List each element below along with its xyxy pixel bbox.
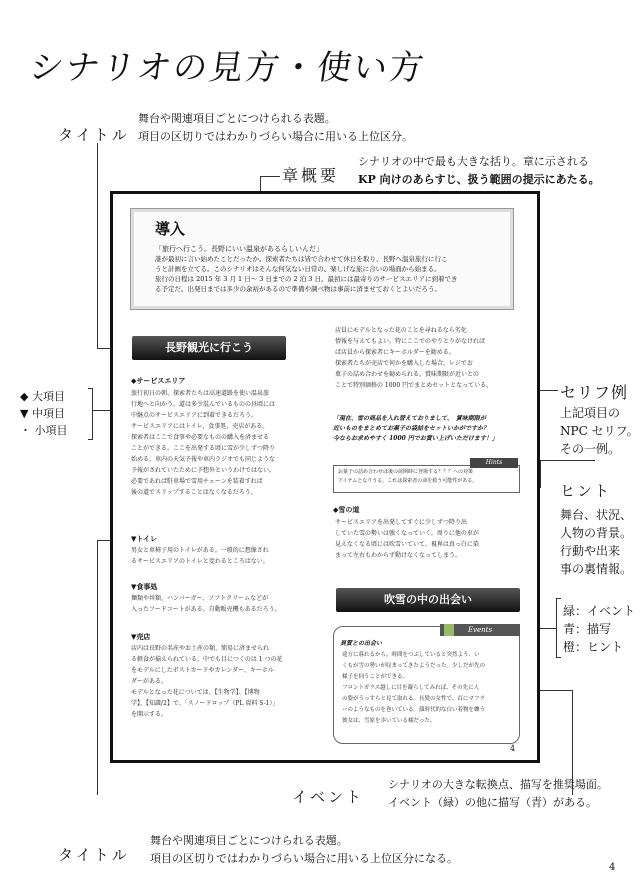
section-text — [131, 388, 321, 498]
chapter-line: 誰が最初に言い始めたことだったか。探索者たちは皆で合わせて休日を取り、長野へ温泉旅行に行こ — [155, 255, 448, 263]
color-legend — [563, 602, 635, 656]
text-line: 彼女は、雪原を歩いている様だった。 — [342, 718, 436, 724]
label-title-bottom: タイトル — [58, 846, 130, 864]
text-line: お菓子の詰め合わせは後の展開時に登場する？？？への対策 — [338, 469, 474, 475]
section-text — [131, 593, 321, 615]
label-hint: ヒント — [560, 482, 612, 500]
color-item: 緑：イベント — [563, 604, 636, 618]
text-line: 学】、【知識/2】で、「スノードロップ（PL 資料 S-1）」 — [131, 700, 279, 707]
label-serif: セリフ例 — [560, 383, 629, 402]
note-serif: 上記項目の NPC セリフ。 その一例。 — [560, 406, 639, 456]
text-line: 男女と車椅子用のトイレがある。一般的に想像され — [131, 547, 269, 554]
label-title-top: タイトル — [58, 126, 130, 144]
leader-line — [540, 460, 541, 488]
text-line: 様子を伺うことができる。 — [342, 674, 409, 680]
text-line: 菓子の詰め合わせを勧められる。賞味期限が近いとの — [335, 371, 480, 378]
text-line: 必要であれば駐車場で雪用チェーンを装着すれば — [131, 478, 263, 485]
brace — [556, 598, 561, 658]
event-text — [342, 650, 517, 727]
section-text — [335, 517, 520, 561]
section-heading: ▼売店 — [131, 632, 151, 641]
chapter-subtitle: 「旅行へ行こう。長野にいい温泉があるらしいんだ」 — [155, 245, 323, 253]
text-line: 探索者はここで食事や必要なものの購入を済ませる — [131, 434, 270, 441]
text-line: していた雪の勢いは強くなっていく。周りに他の車が — [335, 530, 479, 537]
section-text — [131, 643, 321, 720]
color-item: 青：描写 — [563, 622, 612, 636]
text-line: 途方に暮れるから、時間をつぶしていると突然よう、い — [342, 652, 480, 658]
text-line: くもが雪の勢いが収まってきたようだった。少しだが先の — [342, 663, 486, 669]
text-line: ダーがある。 — [131, 678, 168, 685]
text-line: サービスエリアにはトイレ、食事処、売店がある。 — [131, 423, 269, 430]
level-item: ▼ 中項目 — [20, 407, 65, 420]
section-text — [335, 325, 520, 391]
chapter-line: うと計画を立てる。このシナリオはそんな何気ない日常の、楽しげな旅に合いの場面から始まる。 — [155, 265, 441, 273]
text-line: 「現在、雪の商品を入れ替えておりまして、 賞味期限が — [333, 415, 486, 422]
text-line: サービスエリアを出発してすぐに少しずつ降り出 — [335, 519, 468, 526]
note-title-top: 舞台や関連項目ごとにつけられる表題。 項目の区切りではわかりづらい場合に用いる上位区分。 — [138, 112, 413, 143]
text-line: る軽食が揃えられている。中でも目につくのは 1 つの花 — [131, 656, 283, 663]
note-title-bottom: 舞台や関連項目ごとにつけられる表題。 項目の区切りではわかりづらい場合に用いる上位区分になる。 — [150, 834, 458, 865]
text-line: 予報がされていたために予想外というわけではない。 — [131, 467, 276, 474]
page-number: 4 — [609, 862, 616, 873]
text-line: 今ならお求めやすく 1000 円でお買い上げいただけます！」 — [333, 435, 498, 442]
leader-line — [260, 176, 280, 177]
note-event: シナリオの大きな転換点、描写を推奨場面。 イベント（緑）の他に描写（青）がある。 — [388, 778, 608, 809]
text-line: ーのようなものを巻いている。顔時代的な白い着物を纏う — [342, 707, 486, 713]
level-item: ・ 小項目 — [20, 424, 68, 437]
note-chapter: シナリオの中で最も大きな括り。章に示される KP 向けのあらすじ、扱う範囲の提示にあたる。 — [358, 155, 600, 186]
color-item: 橙：ヒント — [563, 640, 624, 654]
level-item: ◆ 大項目 — [20, 390, 65, 403]
text-line: 後の道でスリップすることはなくなるだろう。 — [131, 489, 257, 496]
section-heading: ▼食事処 — [131, 582, 158, 591]
hint-text — [338, 468, 518, 486]
text-line: 店員にモデルとなった花のことを尋ねるなら劣化 — [335, 327, 467, 334]
event-tag: Events — [440, 624, 520, 636]
leader-line — [97, 143, 98, 348]
text-line: 旅行初日の朝、探索者たちは高速道路を使い温泉旅 — [131, 390, 270, 397]
text-line: ば店員から探索者にキーホルダーを勧める。 — [335, 349, 455, 356]
text-line: まって左右もわからず動けなくなってしまう。 — [335, 552, 462, 559]
section-bar: 長野観光に行こう — [132, 336, 286, 360]
text-line: 麺類や丼類、ハンバーガー、ソフトクリームなどが — [131, 595, 269, 602]
text-line: ことができる。ここを出発する頃に雪が少しずつ降り — [131, 445, 276, 452]
chapter-line: る予定だ。出発日までは多少の余裕があるので準備や調べ物は事前に済ませておくとよいだろう。 — [155, 285, 441, 293]
text-line: モデルとなった花については、【生物学】、【博物 — [131, 689, 260, 696]
leader-line — [540, 690, 572, 691]
section-heading: ▼トイレ — [131, 534, 158, 543]
text-line: 入ったフードコートがある。自動販売機もあるだろう。 — [131, 606, 281, 613]
sample-page-number: 4 — [510, 744, 516, 753]
text-line: 情報を与えてもよい。特にここでのやりとりがなければ — [335, 338, 486, 345]
text-line: 近いものをまとめてお菓子の袋詰をセットいかがですか？ — [333, 425, 490, 432]
leader-line — [540, 460, 595, 461]
text-line: を開示する。 — [131, 711, 168, 718]
label-chapter: 章概要 — [282, 166, 340, 185]
section-bar: 吹雪の中の出会い — [336, 588, 520, 612]
leader-line — [572, 690, 573, 795]
section-text — [131, 545, 321, 567]
text-line: ことで特別価格の 1000 円でまとめセットとなっている。 — [335, 382, 493, 389]
section-heading: ◆サービスエリア — [131, 376, 186, 385]
text-line: をモデルにしたポストカードやカレンダー、キーホル — [131, 667, 274, 674]
event-heading: 異質との出会い — [340, 640, 383, 647]
page-title: シナリオの見方・使い方 — [26, 48, 428, 88]
note-hint: 舞台、状況、 人物の背景。 行動や出来 事の裏情報。 — [560, 508, 633, 576]
text-line: 始める。車内の天気予報や車内ラジオでも同じような — [131, 456, 276, 463]
text-line: 探索者たちが売店で何かを購入した場合、レジでお — [335, 360, 473, 367]
text-line: の姿がうっすらと見て取れる。長髪の女性で、首にマフラ — [342, 696, 485, 702]
chapter-title: 導入 — [155, 220, 186, 238]
leader-line — [97, 540, 98, 795]
text-line: 見えなくなる頃には吹雪いていて、視界は真っ白に染 — [335, 541, 479, 548]
text-line: 中継点のサービスエリアに到着できるだろう。 — [131, 412, 258, 419]
brace — [88, 388, 93, 440]
text-line: 店内は長野の名産やお土産の類、簡易に済ませられ — [131, 645, 270, 652]
text-line: 行地へと向かう。道は多少混んでいるものの昼頃には — [131, 401, 276, 408]
text-line: アイテムとなりうる。これは探索者の命を救う可能性がある。 — [338, 478, 478, 484]
chapter-line: 旅行の日程は 2015 年 3 月 1 日〜 3 日までの 2 泊 3 日。最初には最寄りのサービスエリアに到着でき — [155, 275, 458, 283]
hint-tag: Hints — [470, 458, 518, 468]
text-line: るサービスエリアのトイレと変わるところはない。 — [131, 558, 269, 565]
label-event: イベント — [292, 788, 365, 806]
npc-quote — [333, 414, 518, 444]
level-legend — [20, 388, 68, 439]
text-line: フロントガラス越しに目を凝らしてみれば、その先に人 — [342, 685, 480, 691]
section-heading: ◆雪の道 — [333, 505, 360, 514]
